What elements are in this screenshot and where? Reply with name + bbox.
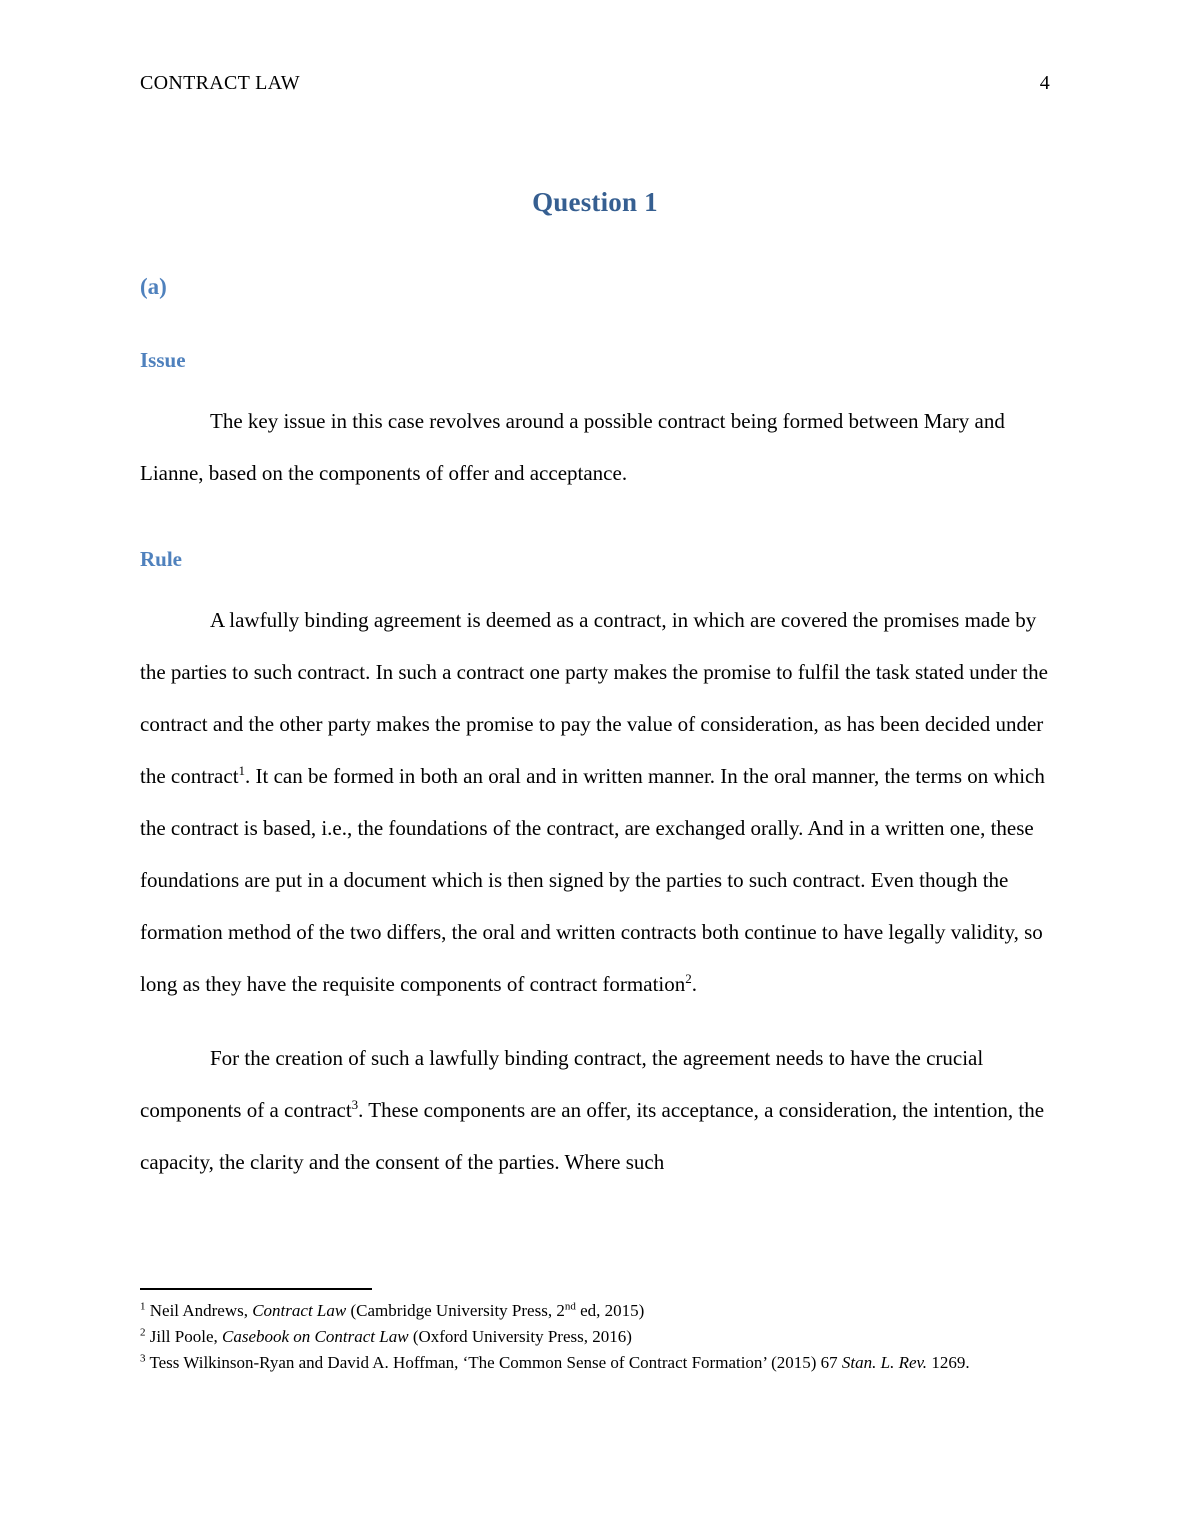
footnote-3-marker: 3 — [140, 1352, 146, 1365]
footnote-3-seg2: 1269. — [927, 1353, 970, 1372]
footnote-3 — [140, 1350, 1050, 1375]
footnotes-section — [140, 1288, 1050, 1376]
page-header — [140, 72, 1050, 95]
rule-p1-seg2: . It can be formed in both an oral and in written manner. In the oral manner, the terms on which the contract is based, i.e., the foundations of the contract, are exchanged orally. And in a written one, these foundations are put in a document which is then signed by the parties to such contract. Even though the formation method of the two differs, the oral and written contracts both continue to have legally validity, so long as they have the requisite components of contract formation — [140, 764, 1045, 996]
heading-rule: Rule — [140, 547, 182, 571]
footnote-2-marker: 2 — [140, 1326, 146, 1339]
footnote-1 — [140, 1298, 1050, 1323]
question-title: Question 1 — [532, 187, 658, 217]
heading-issue: Issue — [140, 348, 186, 372]
footnote-1-marker: 1 — [140, 1300, 146, 1313]
issue-paragraph-text: The key issue in this case revolves around a possible contract being formed between Mary and Lianne, based on the components of offer and acceptance. — [140, 409, 1005, 485]
rule-paragraph-1 — [140, 594, 1050, 1010]
rule-p1-seg3: . — [691, 972, 698, 996]
footnote-ref-3: 3 — [351, 1097, 359, 1112]
footnote-3-seg1: Tess Wilkinson-Ryan and David A. Hoffman, ‘The Common Sense of Contract Formation’ (2015) 67 — [145, 1353, 842, 1372]
footnote-1-seg1: Neil Andrews, — [145, 1301, 253, 1320]
footnote-2 — [140, 1324, 1050, 1349]
page-number: 4 — [1039, 72, 1050, 94]
rule-paragraph-2 — [140, 1032, 1050, 1188]
running-head: CONTRACT LAW — [140, 72, 300, 94]
issue-paragraph — [140, 395, 1050, 499]
footnote-separator — [140, 1288, 372, 1290]
footnote-3-journal: Stan. L. Rev. — [841, 1353, 928, 1372]
footnote-2-seg2: (Oxford University Press, 2016) — [408, 1327, 632, 1346]
footnote-ref-2: 2 — [685, 971, 692, 986]
footnote-ref-1: 1 — [238, 763, 246, 778]
rule-p1-seg1: A lawfully binding agreement is deemed as a contract, in which are covered the promises made by the parties to such contract. In such a contract one party makes the promise to fulfil the task stated under the contract and the other party makes the promise to pay the value of consideration, as has been decided under the contract — [140, 608, 1048, 788]
footnote-2-seg1: Jill Poole, — [145, 1327, 223, 1346]
footnote-1-title: Contract Law — [252, 1301, 347, 1320]
heading-part-a: (a) — [140, 274, 167, 299]
footnote-1-seg2: (Cambridge University Press, 2 — [346, 1301, 565, 1320]
rule-p2-seg1: For the creation of such a lawfully binding contract, the agreement needs to have the crucial components of a contract — [140, 1046, 984, 1122]
footnote-2-title: Casebook on Contract Law — [222, 1327, 409, 1346]
footnote-1-ordinal: nd — [564, 1300, 576, 1313]
footnote-1-seg3: ed, 2015) — [575, 1301, 645, 1320]
rule-p2-seg2: . These components are an offer, its acceptance, a consideration, the intention, the capacity, the clarity and the consent of the parties. Where such — [140, 1098, 1045, 1174]
